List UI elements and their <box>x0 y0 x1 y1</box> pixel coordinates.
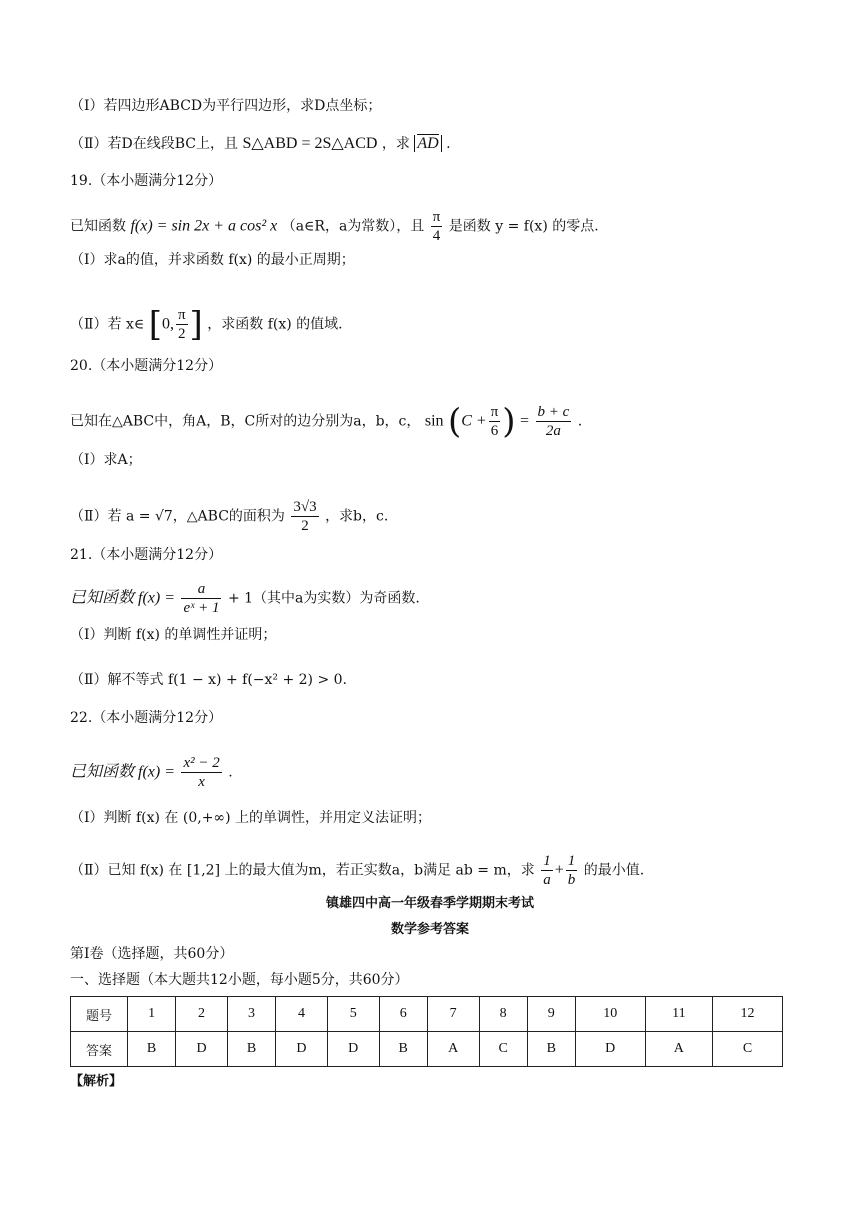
q18-part2: （Ⅱ）若D在线段BC上，且 S△ABD = 2S△ACD ，求 AD . <box>70 135 451 152</box>
table-cell: B <box>128 1032 176 1067</box>
table-cell: B <box>227 1032 275 1067</box>
q22-part2: （Ⅱ）已知 f(x) 在 [1,2] 上的最大值为m，若正实数a，b满足 ab = m，求 $\frac{1}{a}$ + $\frac{1}{b}$ 的最小值. <box>70 853 645 888</box>
table-cell: 1 <box>128 997 176 1032</box>
q21-part1: （Ⅰ）判断 f(x) 的单调性并证明； <box>70 627 277 643</box>
school-title: 镇雄四中高一年级春季学期期末考试 <box>325 896 534 911</box>
table-row-answers <box>71 1032 783 1067</box>
q18-part1: （Ⅰ）若四边形ABCD为平行四边形，求D点坐标； <box>70 98 382 114</box>
table-cell: A <box>427 1032 479 1067</box>
answer-subtitle: 数学参考答案 <box>390 922 469 937</box>
table-cell: A <box>645 1032 712 1067</box>
pi-over-4-fraction: $\frac{\pi}{4}$ <box>432 209 441 244</box>
q22-part1: （Ⅰ）判断 f(x) 在 (0,+∞) 上的单调性，并用定义法证明； <box>70 810 432 826</box>
table-cell: 9 <box>527 997 575 1032</box>
q19-part1: （Ⅰ）求a的值，并求函数 f(x) 的最小正周期； <box>70 252 355 268</box>
q22-header: 22.（本小题满分12分） <box>70 710 223 726</box>
row-label-number: 题号 <box>71 997 128 1032</box>
q20-part1: （Ⅰ）求A； <box>70 452 142 468</box>
table-cell: C <box>713 1032 783 1067</box>
table-cell: 3 <box>227 997 275 1032</box>
table-cell: 2 <box>176 997 228 1032</box>
analysis-label: 【解析】 <box>70 1074 123 1089</box>
table-cell: 11 <box>645 997 712 1032</box>
table-cell: 7 <box>427 997 479 1032</box>
table-cell: 4 <box>276 997 328 1032</box>
q21-part2: （Ⅱ）解不等式 f(1 − x) + f(−x² + 2) > 0. <box>70 672 348 688</box>
table-cell: B <box>379 1032 427 1067</box>
table-cell: 10 <box>575 997 645 1032</box>
q19-part2: （Ⅱ）若 x∈ [0, $\frac{\pi}{2}$ ] ，求函数 f(x) 的值域. <box>70 304 343 345</box>
table-row-numbers <box>71 997 783 1032</box>
table-cell: 5 <box>327 997 379 1032</box>
q19-header: 19.（本小题满分12分） <box>70 173 223 189</box>
q21-header: 21.（本小题满分12分） <box>70 547 223 563</box>
table-cell: 12 <box>713 997 783 1032</box>
section-label: 一、选择题（本大题共12小题，每小题5分，共60分） <box>70 972 409 988</box>
pi-over-2-fraction: $\frac{\pi}{2}$ <box>177 307 186 342</box>
q19-stem: 已知函数 f(x) = sin 2x + a cos² x （a∈R，a为常数），且 $\frac{\pi}{4}$ 是函数 y = f(x) 的零点. <box>70 209 599 244</box>
table-cell: D <box>176 1032 228 1067</box>
table-cell: D <box>327 1032 379 1067</box>
q20-header: 20.（本小题满分12分） <box>70 358 223 374</box>
q22-stem: 已知函数 f(x) = $\frac{\text{x² − 2}}{x}$ . <box>70 755 233 790</box>
table-cell: D <box>276 1032 328 1067</box>
row-label-answer: 答案 <box>71 1032 128 1067</box>
q20-stem: 已知在△ABC中，角A，B，C所对的边分别为a，b，c， sin (C + $\frac{\pi}{6}$ ) = $\frac{b + c}{2a}$ . <box>70 401 583 442</box>
table-cell: D <box>575 1032 645 1067</box>
area-fraction: $\frac{3√3}{2}$ <box>293 499 317 534</box>
q20-part2: （Ⅱ）若 a = √7，△ABC的面积为 $\frac{3√3}{2}$ ，求b，c. <box>70 499 389 534</box>
part-label: 第Ⅰ卷（选择题，共60分） <box>70 946 234 962</box>
table-cell: 8 <box>479 997 527 1032</box>
table-cell: B <box>527 1032 575 1067</box>
answer-table <box>70 996 783 1067</box>
table-cell: 6 <box>379 997 427 1032</box>
rhs-fraction: $\frac{b + c}{2a}$ <box>537 404 570 439</box>
q21-stem: 已知函数 f(x) = $\frac{a}{\text{eˣ + 1}}$ + 1（其中a为实数）为奇函数. <box>70 581 420 616</box>
table-cell: C <box>479 1032 527 1067</box>
